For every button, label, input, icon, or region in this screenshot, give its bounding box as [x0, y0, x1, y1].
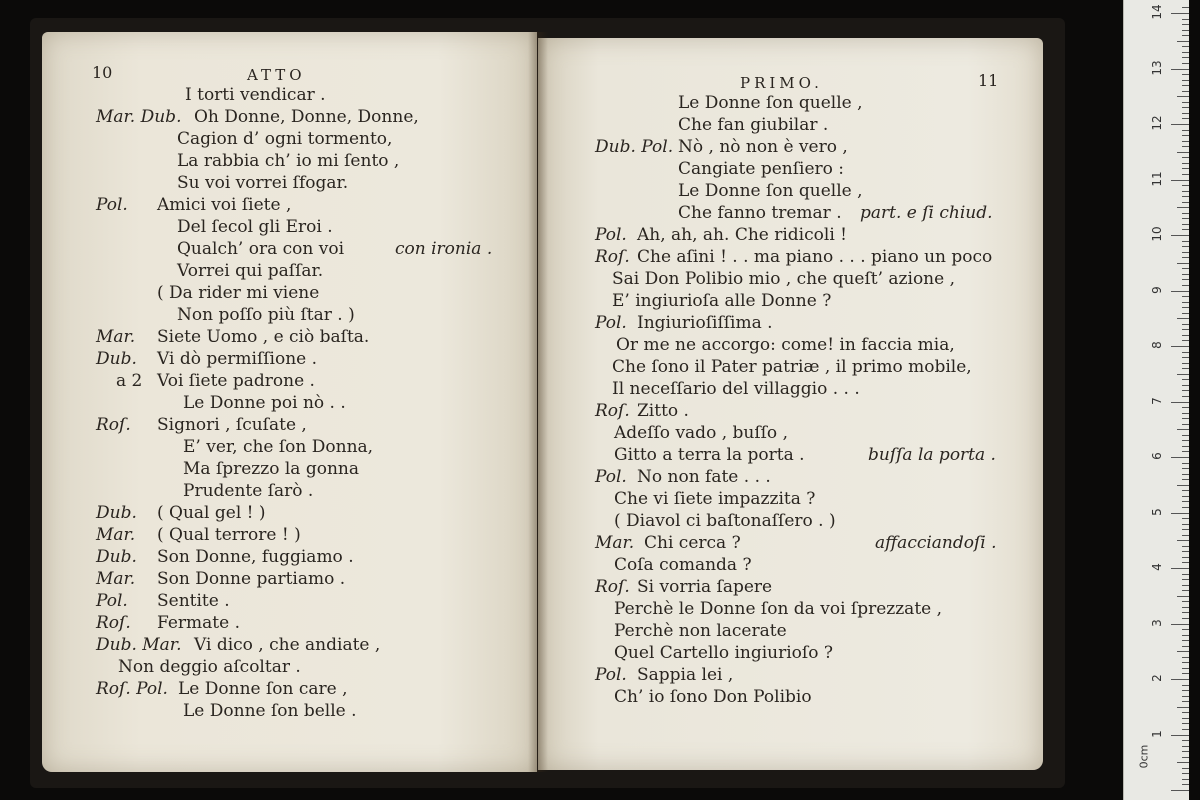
book-gutter	[528, 32, 548, 772]
ruler-tick	[1182, 313, 1189, 314]
left-line: E’ ver, che ſon Donna,	[183, 437, 374, 457]
ruler-tick	[1182, 435, 1189, 436]
ruler-tick	[1182, 590, 1189, 591]
right-line: Chi cerca ?	[644, 533, 741, 553]
ruler-tick	[1182, 329, 1189, 330]
right-line: Che vi ſiete impazzita ?	[614, 489, 816, 509]
ruler-tick	[1182, 335, 1189, 336]
ruler-number: 14	[1150, 4, 1164, 20]
left-line: Sentite .	[157, 591, 230, 611]
ruler-tick	[1182, 385, 1189, 386]
ruler-tick	[1182, 424, 1189, 425]
ruler-tick	[1182, 496, 1189, 497]
ruler-tick	[1182, 673, 1189, 674]
ruler-tick	[1177, 596, 1189, 597]
right-line: Ah, ah, ah. Che ridicoli !	[637, 225, 847, 245]
ruler-tick	[1182, 118, 1189, 119]
ruler-tick	[1171, 124, 1189, 125]
ruler-tick	[1182, 629, 1189, 630]
right-line: Ch’ io ſono Don Polibio	[614, 687, 812, 707]
ruler-tick	[1182, 451, 1189, 452]
ruler-tick	[1182, 446, 1189, 447]
ruler-tick	[1182, 257, 1189, 258]
right-line: Si vorria ſapere	[637, 577, 773, 597]
ruler-tick	[1182, 379, 1189, 380]
left-line: Amici voi ſiete ,	[157, 195, 292, 215]
right-page-number: 11	[978, 71, 999, 90]
ruler-tick	[1182, 107, 1189, 108]
left-line: Le Donne ſon care ,	[178, 679, 348, 699]
ruler-tick	[1182, 357, 1189, 358]
ruler-tick	[1182, 296, 1189, 297]
ruler-tick	[1182, 518, 1189, 519]
ruler-number: 11	[1150, 170, 1164, 187]
right-speaker: Pol.	[595, 313, 627, 333]
ruler-tick	[1182, 368, 1189, 369]
ruler-tick	[1182, 612, 1189, 613]
left-line: Signori , ſcuſate ,	[157, 415, 307, 435]
ruler-tick	[1182, 618, 1189, 619]
ruler-tick	[1171, 513, 1189, 514]
ruler-tick	[1171, 69, 1189, 70]
right-line: Le Donne ſon quelle ,	[678, 181, 863, 201]
right-speaker: Dub. Pol.	[595, 137, 674, 157]
stage-direction: part. e ſi chiud.	[860, 203, 993, 223]
ruler-tick	[1182, 229, 1189, 230]
ruler-tick	[1182, 701, 1189, 702]
ruler-tick	[1182, 696, 1189, 697]
ruler-tick	[1182, 202, 1189, 203]
left-speaker: Dub.	[96, 503, 137, 523]
left-speaker: Dub.	[96, 349, 137, 369]
left-line: I torti vendicar .	[185, 85, 326, 105]
left-speaker: Roſ.	[96, 415, 131, 435]
ruler-tick	[1182, 85, 1189, 86]
right-speaker: Mar.	[595, 533, 635, 553]
right-line: Sappia lei ,	[637, 665, 734, 685]
ruler-tick	[1171, 346, 1189, 347]
ruler-tick	[1177, 318, 1189, 319]
ruler-tick	[1182, 390, 1189, 391]
ruler-tick	[1171, 13, 1189, 14]
left-line: Oh Donne, Donne, Donne,	[194, 107, 419, 127]
ruler-tick	[1171, 568, 1189, 569]
ruler-tick	[1182, 784, 1189, 785]
ruler-number: 1	[1150, 729, 1164, 738]
ruler-tick	[1182, 712, 1189, 713]
ruler-tick	[1182, 768, 1189, 769]
ruler-tick	[1182, 174, 1189, 175]
left-line: ( Qual gel ! )	[157, 503, 266, 523]
right-line: Che fanno tremar .	[678, 203, 842, 223]
ruler-tick	[1182, 91, 1189, 92]
ruler-tick	[1182, 30, 1189, 31]
right-speaker: Pol.	[595, 665, 627, 685]
left-line: Voi ſiete padrone .	[157, 371, 315, 391]
right-line: Quel Cartello ingiurioſo ?	[614, 643, 833, 663]
right-line: E’ ingiurioſa alle Donne ?	[612, 291, 832, 311]
right-speaker: Roſ.	[595, 401, 630, 421]
ruler-tick	[1171, 790, 1189, 791]
ruler-tick	[1182, 157, 1189, 158]
ruler-tick	[1182, 63, 1189, 64]
right-line: Che fan giubilar .	[678, 115, 829, 135]
ruler-tick	[1182, 418, 1189, 419]
left-line: Del ſecol gli Eroi .	[177, 217, 333, 237]
right-speaker: Pol.	[595, 467, 627, 487]
ruler-number: 6	[1150, 452, 1164, 460]
ruler-tick	[1182, 574, 1189, 575]
ruler-tick	[1171, 624, 1189, 625]
ruler-tick	[1182, 657, 1189, 658]
right-line: Che ſono il Pater patriæ , il primo mobile,	[612, 357, 972, 377]
ruler-tick	[1182, 551, 1189, 552]
ruler-tick	[1182, 757, 1189, 758]
ruler-tick	[1182, 130, 1189, 131]
ruler-tick	[1177, 540, 1189, 541]
ruler-tick	[1182, 113, 1189, 114]
left-speaker: Mar.	[96, 569, 136, 589]
ruler-tick	[1182, 7, 1189, 8]
ruler-tick	[1182, 463, 1189, 464]
ruler-number: 13	[1150, 59, 1164, 76]
ruler-tick	[1182, 352, 1189, 353]
left-line: Vorrei qui paſſar.	[177, 261, 324, 281]
left-line: Cagion d’ ogni tormento,	[177, 129, 393, 149]
ruler-tick	[1171, 735, 1189, 736]
ruler-tick	[1182, 141, 1189, 142]
ruler-tick	[1182, 468, 1189, 469]
ruler-tick	[1182, 601, 1189, 602]
ruler-number: 2	[1150, 674, 1164, 682]
left-line: Qualch’ ora con voi	[177, 239, 345, 259]
ruler-number: 10	[1150, 226, 1164, 242]
ruler-tick	[1182, 685, 1189, 686]
left-speaker: Mar.	[96, 327, 136, 347]
left-line: Ma ſprezzo la gonna	[183, 459, 359, 479]
ruler-tick	[1182, 224, 1189, 225]
left-speaker: Pol.	[96, 195, 128, 215]
ruler-number: 12	[1150, 115, 1164, 131]
ruler-tick	[1182, 302, 1189, 303]
right-line: Zitto .	[637, 401, 689, 421]
ruler-number: 4	[1150, 563, 1164, 571]
ruler-tick	[1182, 440, 1189, 441]
ruler-tick	[1182, 46, 1189, 47]
ruler-tick	[1177, 429, 1189, 430]
left-speaker: Roſ.	[96, 613, 131, 633]
left-line: ( Da rider mi viene	[157, 283, 320, 303]
ruler-tick	[1182, 80, 1189, 81]
ruler-tick	[1171, 457, 1189, 458]
ruler-number: 7	[1150, 396, 1164, 405]
left-line: Su voi vorrei ſfogar.	[177, 173, 349, 193]
ruler-tick	[1177, 707, 1189, 708]
ruler-tick	[1182, 246, 1189, 247]
left-line: La rabbia ch’ io mi ſento ,	[177, 151, 400, 171]
ruler-tick	[1182, 24, 1189, 25]
left-line: Le Donne poi nò . .	[183, 393, 346, 413]
ruler-tick	[1182, 340, 1189, 341]
ruler-tick	[1182, 324, 1189, 325]
ruler-tick	[1177, 96, 1189, 97]
measuring-ruler	[1123, 0, 1189, 800]
ruler-tick	[1182, 640, 1189, 641]
ruler-tick	[1182, 279, 1189, 280]
ruler-tick	[1182, 535, 1189, 536]
ruler-tick	[1182, 396, 1189, 397]
ruler-tick	[1182, 307, 1189, 308]
ruler-tick	[1177, 41, 1189, 42]
left-line: Prudente ſarò .	[183, 481, 314, 501]
ruler-tick	[1182, 529, 1189, 530]
left-speaker: Dub. Mar.	[96, 635, 182, 655]
ruler-tick	[1177, 374, 1189, 375]
ruler-tick	[1177, 263, 1189, 264]
ruler-tick	[1182, 213, 1189, 214]
ruler-tick	[1182, 185, 1189, 186]
ruler-tick	[1182, 690, 1189, 691]
ruler-tick	[1182, 546, 1189, 547]
left-line: Vi dico , che andiate ,	[194, 635, 381, 655]
ruler-tick	[1182, 718, 1189, 719]
left-running-head: ATTO	[247, 66, 306, 84]
ruler-tick	[1182, 557, 1189, 558]
right-line: No non fate . . .	[637, 467, 771, 487]
left-line: Vi dò permiſſione .	[157, 349, 318, 369]
right-line: Coſa comanda ?	[614, 555, 752, 575]
ruler-tick	[1177, 207, 1189, 208]
ruler-tick	[1182, 773, 1189, 774]
left-line: Le Donne ſon belle .	[183, 701, 357, 721]
ruler-tick	[1182, 52, 1189, 53]
right-line: ( Diavol ci baſtonaſſero . )	[614, 511, 836, 531]
right-line: Or me ne accorgo: come! in faccia mia,	[616, 335, 955, 355]
right-line: Sai Don Polibio mio , che queſt’ azione ,	[612, 269, 955, 289]
ruler-tick	[1171, 180, 1189, 181]
ruler-tick	[1177, 485, 1189, 486]
ruler-tick	[1182, 635, 1189, 636]
ruler-tick	[1182, 723, 1189, 724]
stage-direction: buſſa la porta .	[868, 445, 996, 465]
ruler-tick	[1177, 762, 1189, 763]
ruler-number: 5	[1150, 507, 1164, 516]
left-speaker: Dub.	[96, 547, 137, 567]
left-line: Son Donne, fuggiamo .	[157, 547, 354, 567]
ruler-tick	[1182, 490, 1189, 491]
stage-direction: affacciandoſi .	[875, 533, 997, 553]
left-speaker: Roſ. Pol.	[96, 679, 168, 699]
ruler-tick	[1182, 524, 1189, 525]
ruler-tick	[1182, 507, 1189, 508]
ruler-tick	[1182, 746, 1189, 747]
ruler-tick	[1182, 252, 1189, 253]
ruler-tick	[1177, 152, 1189, 153]
left-speaker: Mar. Dub.	[96, 107, 182, 127]
ruler-tick	[1171, 402, 1189, 403]
right-line: Che aſini ! . . ma piano . . . piano un poco	[637, 247, 993, 267]
left-line: Non deggio aſcoltar .	[118, 657, 301, 677]
right-line: Perchè le Donne ſon da voi ſprezzate ,	[614, 599, 943, 619]
ruler-tick	[1182, 779, 1189, 780]
right-line: Il neceſſario del villaggio . . .	[612, 379, 860, 399]
ruler-tick	[1171, 235, 1189, 236]
ruler-tick	[1182, 168, 1189, 169]
left-page-number: 10	[92, 63, 113, 82]
right-speaker: Roſ.	[595, 247, 630, 267]
ruler-tick	[1182, 191, 1189, 192]
right-line: Cangiate penſiero :	[678, 159, 845, 179]
ruler-tick	[1171, 291, 1189, 292]
left-speaker: Pol.	[96, 591, 128, 611]
ruler-tick	[1177, 651, 1189, 652]
ruler-tick	[1182, 102, 1189, 103]
ruler-tick	[1182, 662, 1189, 663]
ruler-tick	[1171, 679, 1189, 680]
left-line: Son Donne partiamo .	[157, 569, 346, 589]
right-line: Ingiurioſiſſima .	[637, 313, 773, 333]
ruler-unit-label: 0cm	[1137, 744, 1151, 769]
right-line: Perchè non lacerate	[614, 621, 787, 641]
ruler-tick	[1182, 274, 1189, 275]
left-line: Non poſſo più ſtar . )	[177, 305, 355, 325]
ruler-tick	[1182, 501, 1189, 502]
ruler-tick	[1182, 751, 1189, 752]
ruler-tick	[1182, 57, 1189, 58]
left-line: Fermate .	[157, 613, 241, 633]
ruler-tick	[1182, 218, 1189, 219]
ruler-tick	[1182, 740, 1189, 741]
ruler-number: 9	[1150, 285, 1164, 294]
left-speaker: a 2	[116, 371, 143, 391]
ruler-tick	[1182, 196, 1189, 197]
left-line: ( Qual terrore ! )	[157, 525, 301, 545]
ruler-tick	[1182, 35, 1189, 36]
right-line: Adeſſo vado , buſſo ,	[614, 423, 788, 443]
ruler-tick	[1182, 135, 1189, 136]
ruler-tick	[1182, 646, 1189, 647]
ruler-tick	[1182, 474, 1189, 475]
ruler-tick	[1182, 668, 1189, 669]
left-speaker: Mar.	[96, 525, 136, 545]
ruler-tick	[1182, 407, 1189, 408]
ruler-number: 8	[1150, 341, 1164, 349]
ruler-tick	[1182, 579, 1189, 580]
ruler-tick	[1182, 729, 1189, 730]
ruler-tick	[1182, 363, 1189, 364]
stage-direction: con ironia .	[395, 239, 493, 259]
ruler-number: 3	[1150, 618, 1164, 627]
ruler-tick	[1182, 74, 1189, 75]
right-speaker: Pol.	[595, 225, 627, 245]
ruler-tick	[1182, 268, 1189, 269]
ruler-tick	[1182, 413, 1189, 414]
ruler-tick	[1182, 562, 1189, 563]
ruler-tick	[1182, 146, 1189, 147]
ruler-tick	[1182, 19, 1189, 20]
right-line: Le Donne ſon quelle ,	[678, 93, 863, 113]
right-line: Gitto a terra la porta .	[614, 445, 805, 465]
ruler-tick	[1182, 607, 1189, 608]
ruler-tick	[1182, 241, 1189, 242]
right-line: Nò , nò non è vero ,	[678, 137, 848, 157]
right-running-head: PRIMO.	[740, 74, 823, 92]
left-line: Siete Uomo , e ciò baſta.	[157, 327, 370, 347]
ruler-tick	[1182, 479, 1189, 480]
ruler-tick	[1182, 163, 1189, 164]
right-speaker: Roſ.	[595, 577, 630, 597]
ruler-tick	[1182, 585, 1189, 586]
ruler-tick	[1182, 285, 1189, 286]
